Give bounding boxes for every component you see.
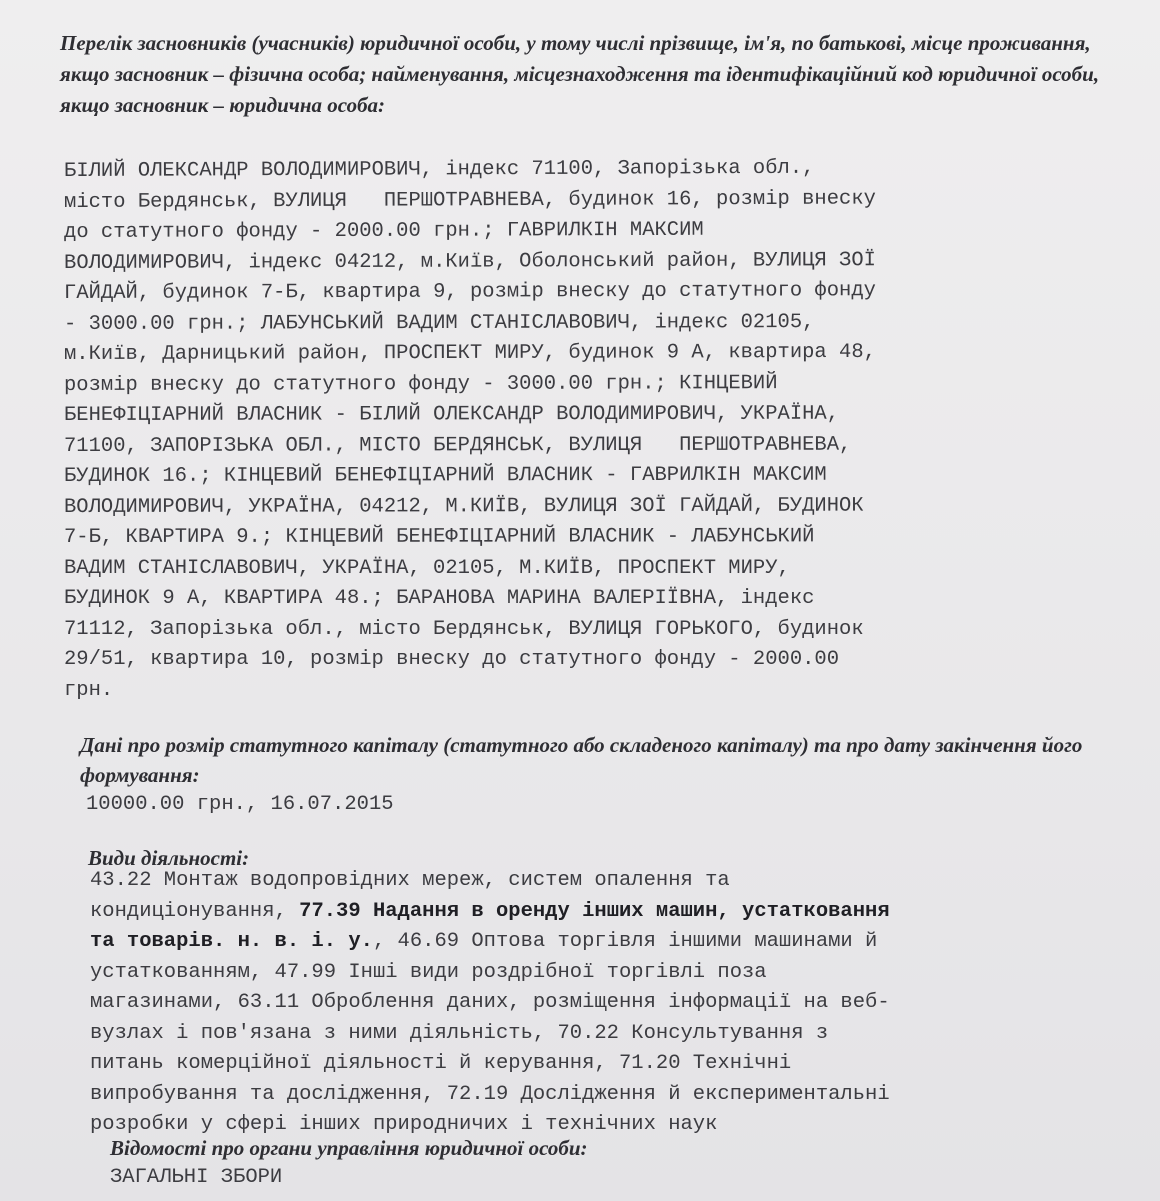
founders-line: ВОЛОДИМИРОВИЧ, індекс 04212, м.Київ, Оболонський район, ВУЛИЦЯ ЗОЇ [63, 248, 876, 275]
activities-line: устаткованням, 47.99 Інші види роздрібної торгівлі поза [90, 960, 767, 984]
founders-line: 29/51, квартира 10, розмір внеску до статутного фонду - 2000.00 [64, 648, 840, 671]
founders-line: м.Київ, Дарницький район, ПРОСПЕКТ МИРУ, будинок 9 А, квартира 48, [63, 340, 876, 366]
founders-line: розмір внеску до статутного фонду - 3000.00 грн.; КІНЦЕВИЙ [63, 371, 778, 397]
founders-line: БУДИНОК 9 А, КВАРТИРА 48.; БАРАНОВА МАРИНА ВАЛЕРІЇВНА, індекс [64, 587, 815, 610]
activities-line-text: кондиціонування, [90, 899, 300, 923]
founders-line: 71112, Запорізька обл., місто Бердянськ, ВУЛИЦЯ ГОРЬКОГО, будинок [64, 617, 864, 641]
management-heading: Відомості про органи управління юридичної особи: [110, 1136, 588, 1160]
capital-heading: Дані про розмір статутного капіталу (статутного або складеного капіталу) та про дату закінчення його формування: [80, 733, 1088, 787]
management-value: ЗАГАЛЬНІ ЗБОРИ [110, 1166, 283, 1189]
founders-line: ГАЙДАЙ, будинок 7-Б, квартира 9, розмір внеску до статутного фонду [63, 279, 876, 305]
founders-line: ВАДИМ СТАНІСЛАВОВИЧ, УКРАЇНА, 02105, М.КИЇВ, ПРОСПЕКТ МИРУ, [64, 556, 790, 580]
activities-line: випробування та дослідження, 72.19 Дослідження й експериментальні [90, 1082, 890, 1106]
founders-line: місто Бердянськ, ВУЛИЦЯ ПЕРШОТРАВНЕВА, будинок 16, розмір внеску [63, 186, 876, 214]
activities-line: магазинами, 63.11 Оброблення даних, розміщення інформації на веб- [90, 991, 890, 1014]
activities-text [90, 866, 890, 1141]
founders-line: - 3000.00 грн.; ЛАБУНСЬКИЙ ВАДИМ СТАНІСЛАВОВИЧ, індекс 02105, [63, 310, 815, 336]
activities-line: питань комерційної діяльності й керування, 71.20 Технічні [90, 1052, 792, 1075]
founders-line: 7-Б, КВАРТИРА 9.; КІНЦЕВИЙ БЕНЕФІЦІАРНИЙ ВЛАСНИК - ЛАБУНСЬКИЙ [63, 525, 815, 549]
founders-line: грн. [64, 678, 114, 702]
founders-line: ВОЛОДИМИРОВИЧ, УКРАЇНА, 04212, М.КИЇВ, ВУЛИЦЯ ЗОЇ ГАЙДАЙ, БУДИНОК [63, 494, 864, 519]
founders-heading: Перелік засновників (учасників) юридичної особи, у тому числі прізвище, ім'я, по батькові, місце проживання, якщо засновник – фізична особа; найменування, місцезнаходження та ідентифікаційний код юридичної особи, якщо засновник – юридична особа: [60, 31, 1105, 117]
capital-value: 10000.00 грн., 16.07.2015 [86, 793, 394, 816]
founders-line: до статутного фонду - 2000.00 грн.; ГАВРИЛКІН МАКСИМ [63, 218, 704, 244]
activities-line [90, 897, 890, 928]
founders-text [64, 157, 876, 706]
activities-line [90, 927, 890, 958]
activities-line: розробки у сфері інших природничих і технічних наук [90, 1113, 718, 1136]
founders-line: БІЛИЙ ОЛЕКСАНДР ВОЛОДИМИРОВИЧ, індекс 71100, Запорізька обл., [63, 156, 815, 183]
founders-line: БЕНЕФІЦІАРНИЙ ВЛАСНИК - БІЛИЙ ОЛЕКСАНДР ВОЛОДИМИРОВИЧ, УКРАЇНА, [63, 402, 840, 427]
activities-line-text: 43.22 Монтаж водопровідних мереж, систем опалення та [90, 869, 730, 892]
founders-line: БУДИНОК 16.; КІНЦЕВИЙ БЕНЕФІЦІАРНИЙ ВЛАСНИК - ГАВРИЛКІН МАКСИМ [63, 463, 827, 488]
activities-highlight: 77.39 Надання в оренду інших машин, устатковання [299, 899, 890, 923]
activities-highlight: та товарів. н. в. і. у. [90, 930, 373, 953]
activities-line [90, 866, 890, 897]
activities-line: вузлах і пов'язана з ними діяльність, 70.22 Консультування з [90, 1021, 829, 1045]
activities-heading: Види діяльності: [88, 846, 250, 870]
activities-line-text: , 46.69 Оптова торгівля іншими машинами й [372, 930, 878, 953]
founders-line: 71100, ЗАПОРІЗЬКА ОБЛ., МІСТО БЕРДЯНСЬК, ВУЛИЦЯ ПЕРШОТРАВНЕВА, [63, 433, 852, 458]
